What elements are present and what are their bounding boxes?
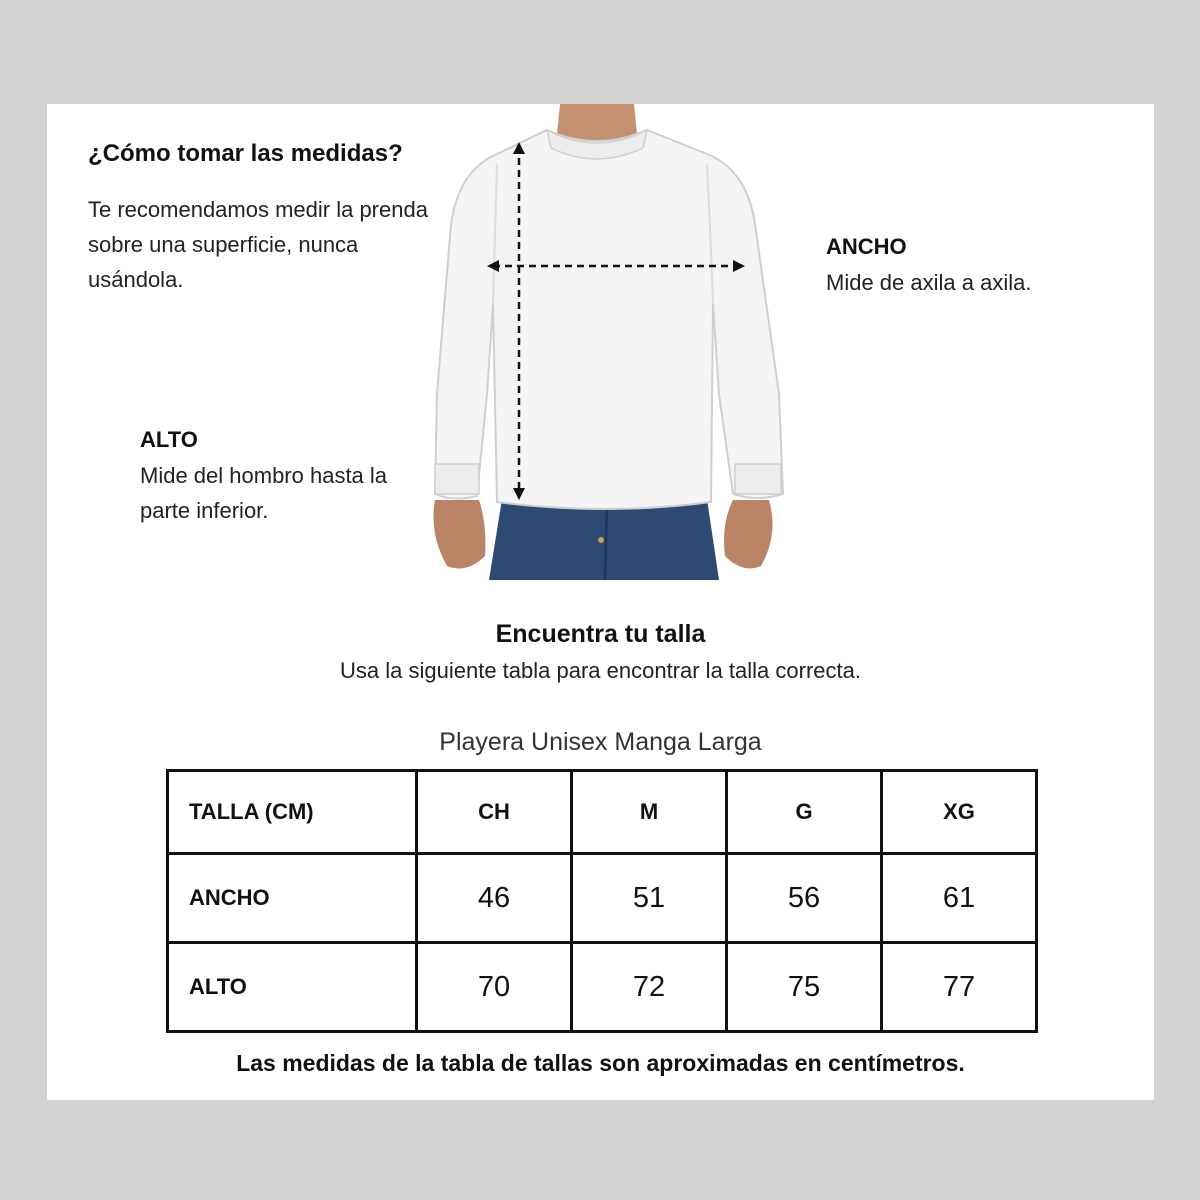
alto-text: Mide del hombro hasta la parte inferior. <box>140 463 388 523</box>
table-cell: 75 <box>727 943 882 1032</box>
howto-title: ¿Cómo tomar las medidas? <box>88 140 403 167</box>
header-cell-xg: XG <box>882 771 1037 854</box>
row-label-ancho: ANCHO <box>168 854 417 943</box>
shirt-illustration <box>407 104 847 580</box>
header-cell-ch: CH <box>417 771 572 854</box>
ancho-title: ANCHO <box>826 234 907 259</box>
table-row-alto <box>168 943 1037 1032</box>
size-table <box>166 769 1038 1033</box>
alto-title: ALTO <box>140 427 198 452</box>
table-cell: 51 <box>572 854 727 943</box>
size-guide-card <box>47 104 1154 1100</box>
header-cell-talla: TALLA (CM) <box>168 771 417 854</box>
header-cell-m: M <box>572 771 727 854</box>
left-hand <box>434 500 486 568</box>
jeans <box>489 499 719 580</box>
table-cell: 70 <box>417 943 572 1032</box>
table-header-row <box>168 771 1037 854</box>
table-cell: 56 <box>727 854 882 943</box>
ancho-text: Mide de axila a axila. <box>826 270 1032 295</box>
table-caption: Playera Unisex Manga Larga <box>439 728 762 756</box>
row-label-alto: ALTO <box>168 943 417 1032</box>
right-hand <box>724 500 773 568</box>
header-cell-g: G <box>727 771 882 854</box>
find-size-title: Encuentra tu talla <box>495 620 706 648</box>
table-cell: 72 <box>572 943 727 1032</box>
find-size-subtitle: Usa la siguiente tabla para encontrar la talla correcta. <box>340 658 861 683</box>
howto-text: Te recomendamos medir la prenda sobre una superficie, nunca usándola. <box>88 197 428 292</box>
table-row-ancho <box>168 854 1037 943</box>
table-cell: 46 <box>417 854 572 943</box>
table-cell: 77 <box>882 943 1037 1032</box>
footnote: Las medidas de la tabla de tallas son aproximadas en centímetros. <box>236 1050 965 1076</box>
table-cell: 61 <box>882 854 1037 943</box>
shirt-body <box>435 130 783 509</box>
